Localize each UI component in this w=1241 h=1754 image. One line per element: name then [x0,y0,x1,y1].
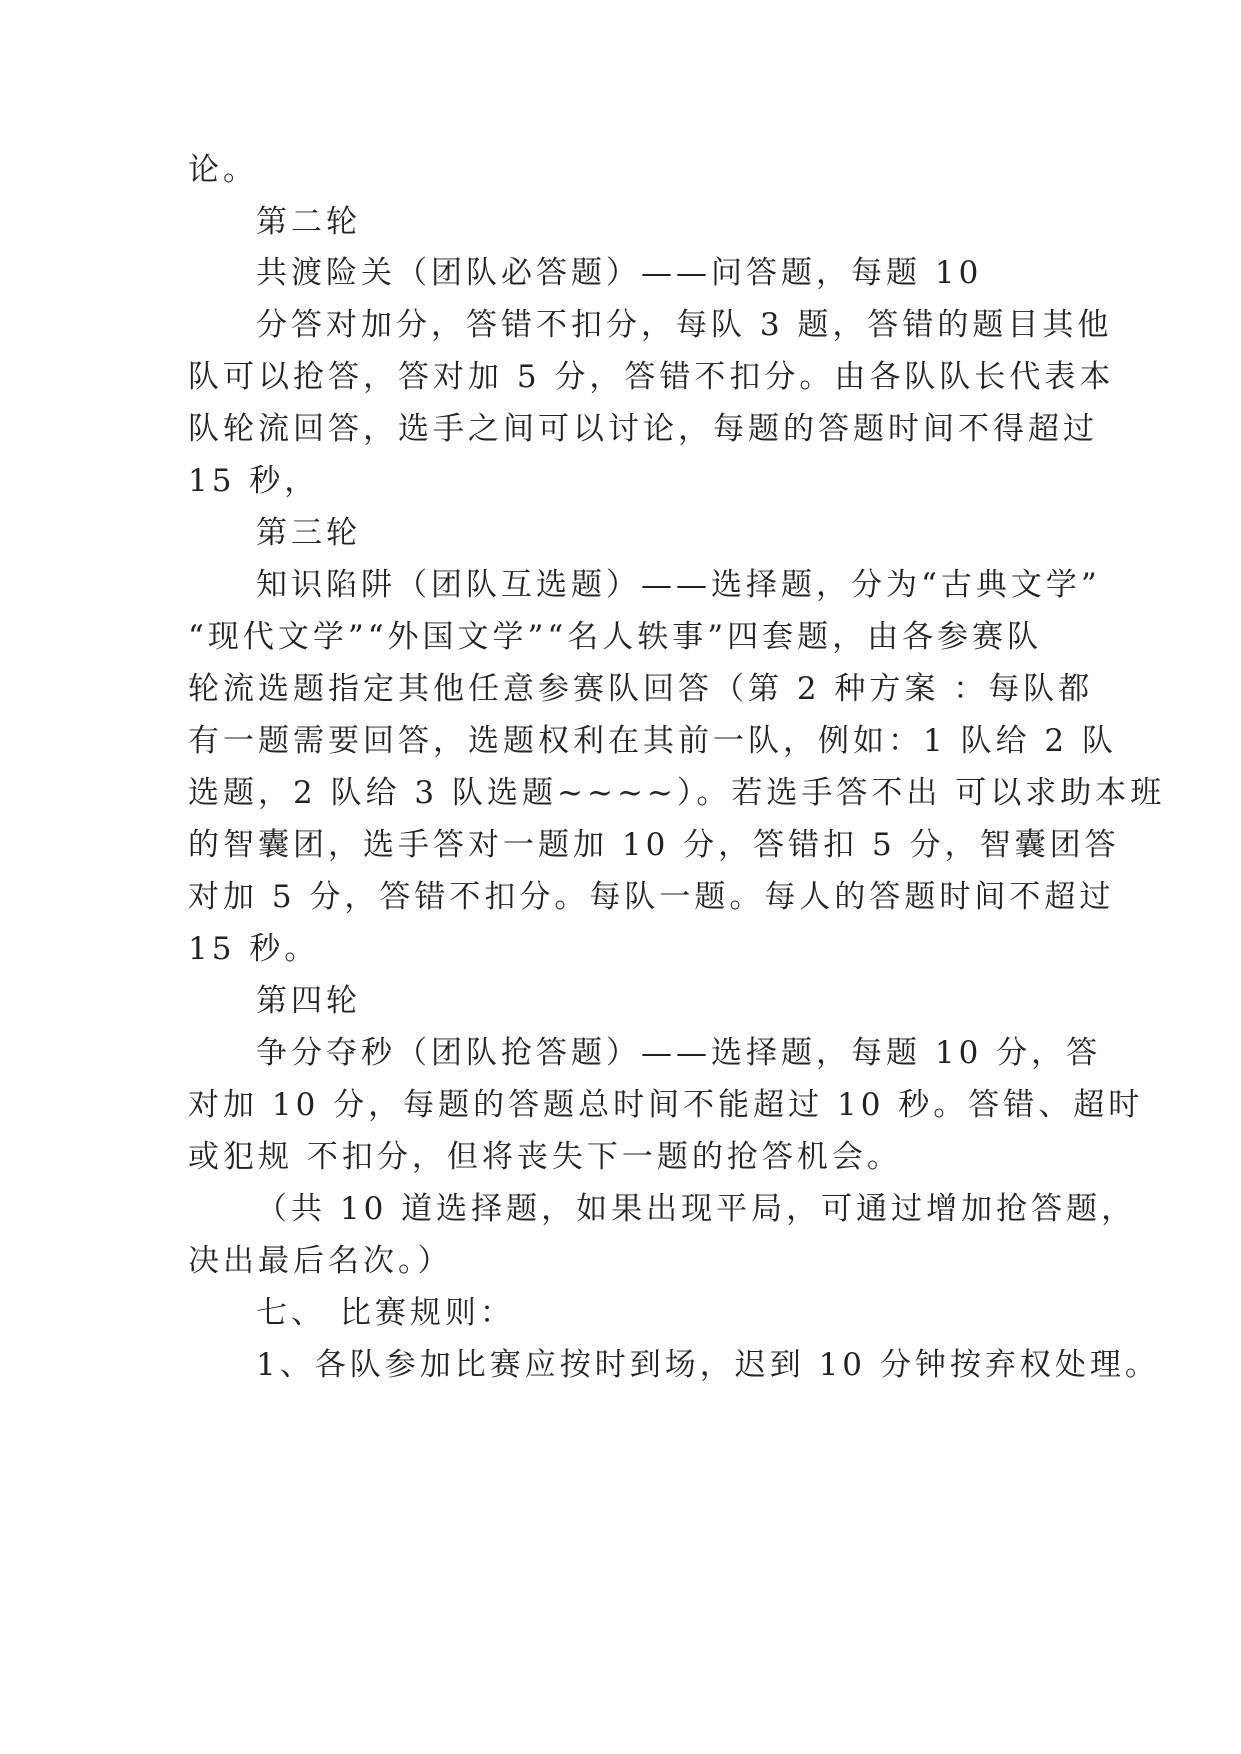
text-line: “现代文学”“外国文学”“名人轶事”四套题，由各参赛队 [188,619,1043,655]
text-line: 共渡险关（团队必答题）——问答题，每题 10 [256,255,983,291]
text-line: 对加 5 分，答错不扣分。每队一题。每人的答题时间不超过 [188,879,1115,915]
round-heading: 第三轮 [256,515,361,551]
text-line: 对加 10 分，每题的答题总时间不能超过 10 秒。答错、超时 [188,1087,1144,1123]
text-line: 队可以抢答，答对加 5 分，答错不扣分。由各队队长代表本 [188,359,1115,395]
text-line: 争分夺秒（团队抢答题）——选择题，每题 10 分，答 [256,1035,1102,1071]
text-line: （共 10 道选择题，如果出现平局，可通过增加抢答题， [256,1191,1137,1227]
text-line: 15 秒， [188,463,320,499]
text-line: 选题，2 队给 3 队选题~~~~）。若选手答不出 可以求助本班 [188,775,1166,811]
text-line: 知识陷阱（团队互选题）——选择题，分为“古典文学” [256,567,1101,603]
text-line: 决出最后名次。） [188,1243,453,1279]
round-heading: 第四轮 [256,983,361,1019]
section-heading: 七、 比赛规则： [256,1295,515,1331]
text-line: 队轮流回答，选手之间可以讨论，每题的答题时间不得超过 [188,411,1098,447]
text-line: 的智囊团，选手答对一题加 10 分，答错扣 5 分，智囊团答 [188,827,1120,863]
text-line: 论。 [188,152,258,188]
text-line: 轮流选题指定其他任意参赛队回答（第 2 种方案 ：每队都 [188,671,1094,707]
text-line: 有一题需要回答，选题权利在其前一队，例如：1 队给 2 队 [188,723,1118,759]
text-line: 分答对加分，答错不扣分，每队 3 题，答错的题目其他 [256,307,1113,343]
text-line: 15 秒。 [188,931,320,967]
text-line: 或犯规 不扣分，但将丧失下一题的抢答机会。 [188,1139,902,1175]
rule-item: 1、各队参加比赛应按时到场，迟到 10 分钟按弃权处理。 [256,1347,1160,1383]
round-heading: 第二轮 [256,204,361,240]
